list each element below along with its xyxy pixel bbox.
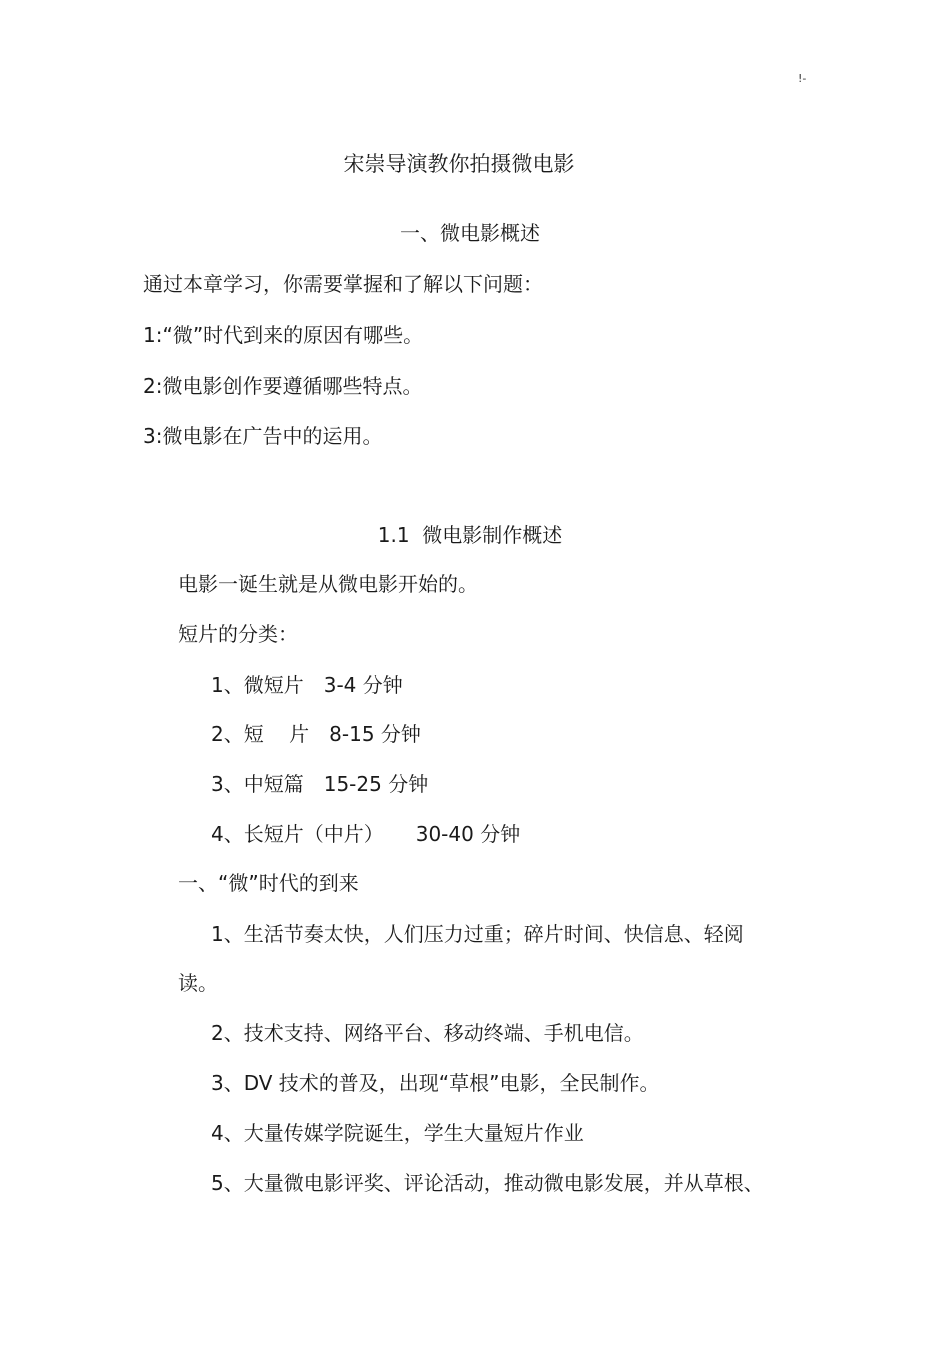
page-mark: !-: [798, 72, 807, 85]
reason-item: 5、大量微电影评奖、评论活动，推动微电影发展，并从草根、: [211, 1171, 764, 1195]
question-item: 3:微电影在广告中的运用。: [143, 424, 383, 448]
body-paragraph: 电影一诞生就是从微电影开始的。: [178, 572, 478, 596]
short-type-item: [211, 721, 421, 747]
era-heading: 一、“微”时代的到来: [178, 871, 359, 895]
question-item: 1:“微”时代到来的原因有哪些。: [143, 323, 424, 347]
reason-item: 2、技术支持、网络平台、移动终端、手机电信。: [211, 1021, 644, 1045]
short-type-name: 4、长短片（中片）: [211, 822, 384, 846]
short-type-item: [211, 771, 428, 797]
short-type-item: [211, 821, 520, 847]
reason-item: 4、大量传媒学院诞生，学生大量短片作业: [211, 1121, 584, 1145]
short-type-duration: 30-40 分钟: [415, 822, 521, 846]
reason-item-continued: 读。: [178, 971, 218, 995]
short-type-duration: 8-15 分钟: [329, 722, 421, 746]
reason-item: 1、生活节奏太快，人们压力过重；碎片时间、快信息、轻阅: [211, 922, 744, 946]
short-type-item: [211, 672, 403, 698]
short-type-name: 2、短 片: [211, 722, 310, 746]
short-type-duration: 15-25 分钟: [323, 772, 429, 796]
short-type-name: 1、微短片: [211, 673, 304, 697]
body-paragraph: 短片的分类：: [178, 622, 298, 646]
short-type-duration: 3-4 分钟: [323, 673, 403, 697]
question-item: 2:微电影创作要遵循哪些特点。: [143, 374, 423, 398]
section-heading: 1.1 微电影制作概述: [377, 523, 563, 547]
reason-item: 3、DV 技术的普及，出现“草根”电影，全民制作。: [211, 1071, 660, 1095]
short-type-name: 3、中短篇: [211, 772, 304, 796]
document-title: 宋崇导演教你拍摄微电影: [343, 152, 575, 176]
intro-paragraph: 通过本章学习，你需要掌握和了解以下问题：: [143, 272, 543, 296]
chapter-heading: 一、微电影概述: [400, 221, 540, 245]
